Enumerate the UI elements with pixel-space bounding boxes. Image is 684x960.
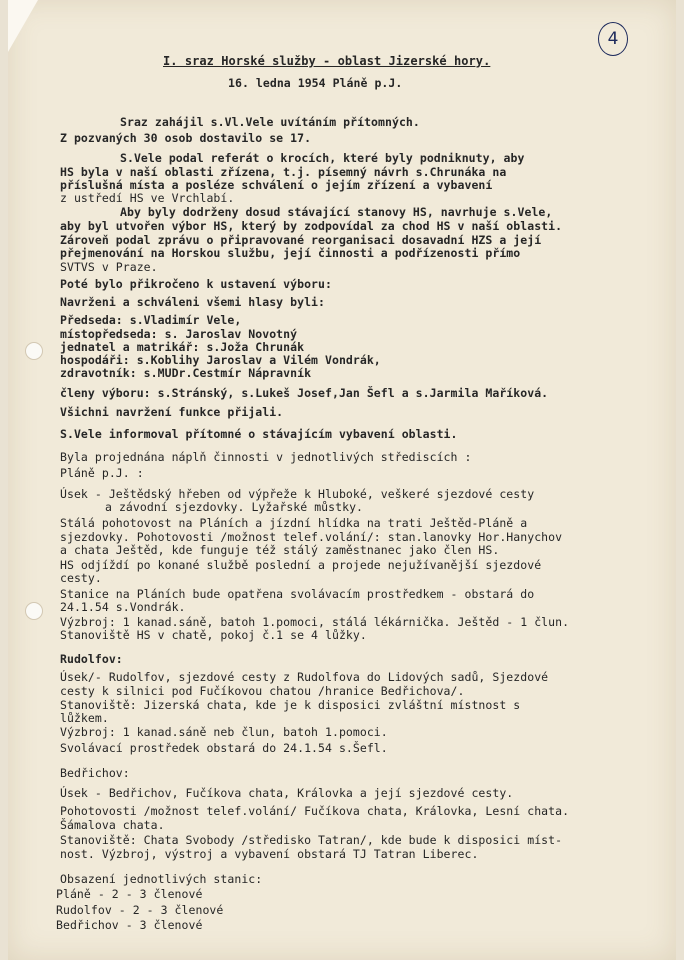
text-line: Stanoviště HS v chatě, pokoj č.1 se 4 lůžky. xyxy=(60,628,367,642)
text-line: Pláně - 2 - 3 členové xyxy=(56,887,203,901)
text-line: Sraz zahájil s.Vl.Vele uvítáním přítomných. xyxy=(120,115,420,129)
text-line: cesty. xyxy=(60,571,102,585)
text-line: Obsazení jednotlivých stanic: xyxy=(60,872,263,886)
text-line: z ustředí HS ve Vrchlabí. xyxy=(60,191,235,205)
punch-hole xyxy=(25,342,43,360)
text-line: a závodní sjezdovky. Lyžařské můstky. xyxy=(105,500,364,514)
text-line: aby byl utvořen výbor HS, který by zodpovídal za chod HS v naší oblasti. xyxy=(60,219,563,233)
text-line: S.Vele informoval přítomné o stávajícím vybavení oblasti. xyxy=(60,427,458,441)
text-line: S.Vele podal referát o krocích, které byly podniknuty, aby xyxy=(120,151,525,165)
text-line: Všichni navržení funkce přijali. xyxy=(60,405,284,419)
text-line: Zároveň podal zprávu o připravované reorganisaci dosavadní HZS a její xyxy=(60,233,542,247)
text-line: Výzbroj: 1 kanad.sáně, batoh 1.pomoci, stálá lékárnička. Ještěd - 1 člun. xyxy=(60,615,570,629)
text-line: Stanoviště: Chata Svobody /středisko Tatran/, kde bude k disposici míst- xyxy=(60,833,563,847)
text-line: sjezdovky. Pohotovosti /možnost telef.volání/: stan.lanovky Hor.Hanychov xyxy=(60,530,563,544)
text-line: Stanice na Pláních bude opatřena svolávacím prostředkem - obstará do xyxy=(60,587,535,601)
text-line: lůžkem. xyxy=(60,711,109,725)
folded-corner xyxy=(8,0,38,52)
document-title: I. sraz Horské služby - oblast Jizerské hory. xyxy=(163,54,491,68)
text-line: Rudolfov: xyxy=(60,652,123,666)
text-line: HS odjíždí po konané službě poslední a projede nejužívanější sjezdové xyxy=(60,558,542,572)
text-line: Navrženi a schváleni všemi hlasy byli: xyxy=(60,295,325,309)
text-line: Rudolfov - 2 - 3 členové xyxy=(56,903,224,917)
text-line: příslušná místa a posléze schválení o jejím zřízení a vybavení xyxy=(60,178,493,192)
text-line: nost. Výzbroj, výstroj a vybavení obstará TJ Tatran Liberec. xyxy=(60,847,479,861)
text-line: hospodáři: s.Koblihy Jaroslav a Vilém Vondrák, xyxy=(60,353,381,367)
text-line: Stálá pohotovost na Pláních a jízdní hlídka na trati Ještěd-Pláně a xyxy=(60,516,528,530)
punch-hole xyxy=(25,602,43,620)
document-date-line: 16. ledna 1954 Pláně p.J. xyxy=(228,76,403,90)
text-line: Bedřichov: xyxy=(60,766,130,780)
text-line: Aby byly dodrženy dosud stávající stanovy HS, navrhuje s.Vele, xyxy=(120,205,553,219)
text-line: Úsek - Ještědský hřeben od výpřeže k Hluboké, veškeré sjezdové cesty xyxy=(60,487,535,501)
text-line: Svolávací prostředek obstará do 24.1.54 s.Šefl. xyxy=(60,741,388,755)
text-line: Poté bylo přikročeno k ustavení výboru: xyxy=(60,277,332,291)
text-line: Pohotovosti /možnost telef.volání/ Fučíkova chata, Královka, Lesní chata. xyxy=(60,804,570,818)
text-line: Šámalova chata. xyxy=(60,818,165,832)
text-line: Úsek/- Rudolfov, sjezdové cesty z Rudolfova do Lidových sadů, Sjezdové xyxy=(60,670,549,684)
text-line: SVTVS v Praze. xyxy=(60,260,158,274)
text-line: zdravotník: s.MUDr.Cestmír Nápravník xyxy=(60,366,312,380)
text-line: Stanoviště: Jizerská chata, kde je k disposici zvláštní místnost s xyxy=(60,698,521,712)
text-line: místopředseda: s. Jaroslav Novotný xyxy=(60,327,298,341)
text-line: 24.1.54 s.Vondrák. xyxy=(60,600,186,614)
text-line: HS byla v naší oblasti zřízena, t.j. písemný návrh s.Chrunáka na xyxy=(60,165,507,179)
text-line: jednatel a matrikář: s.Joža Chrunák xyxy=(60,340,305,354)
text-line: Byla projednána náplň činnosti v jednotlivých střediscích : xyxy=(60,450,472,464)
text-line: přejmenování na Horskou službu, její činnosti a podřízenosti přímo xyxy=(60,246,521,260)
text-line: cesty k silnici pod Fučíkovou chatou /hranice Bedřichova/. xyxy=(60,684,465,698)
page-number-circle: 4 xyxy=(598,22,628,56)
text-line: Předseda: s.Vladimír Vele, xyxy=(60,313,242,327)
text-line: Bedřichov - 3 členové xyxy=(56,918,203,932)
text-line: a chata Ještěd, kde funguje též stálý zaměstnanec jako člen HS. xyxy=(60,543,500,557)
text-line: Z pozvaných 30 osob dostavilo se 17. xyxy=(60,131,312,145)
text-line: Úsek - Bedřichov, Fučíkova chata, Královka a její sjezdové cesty. xyxy=(60,786,514,800)
text-line: členy výboru: s.Stránský, s.Lukeš Josef,Jan Šefl a s.Jarmila Maříková. xyxy=(60,386,549,400)
text-line: Pláně p.J. : xyxy=(60,466,144,480)
text-line: Výzbroj: 1 kanad.sáně neb člun, batoh 1.pomoci. xyxy=(60,725,388,739)
